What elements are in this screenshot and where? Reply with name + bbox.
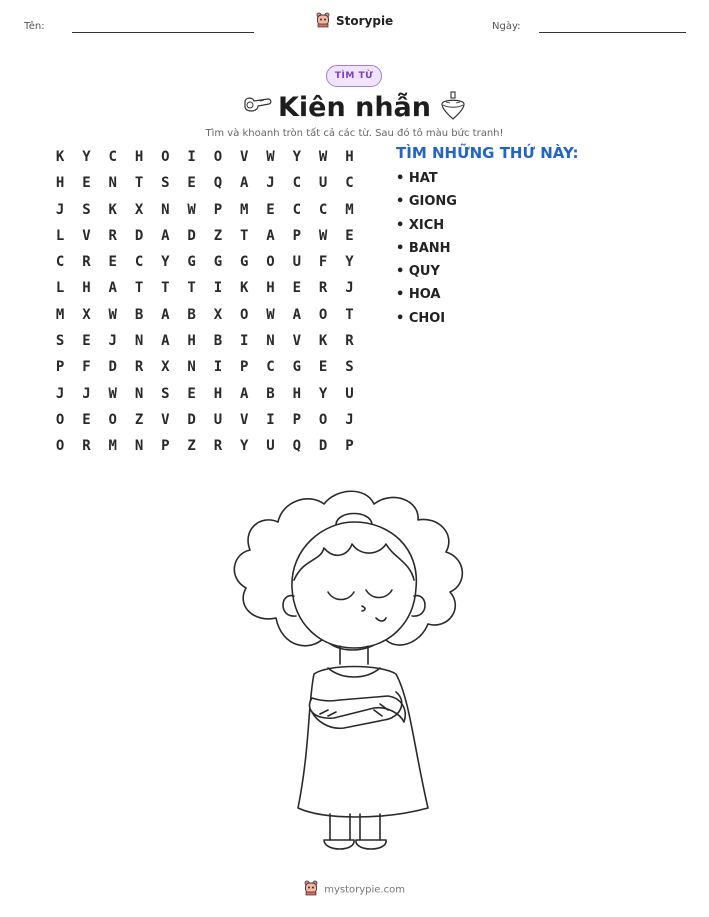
grid-row [47,330,363,356]
grid-letter[interactable]: J [55,385,65,402]
grid-letter[interactable]: N [161,201,170,218]
grid-letter[interactable]: V [240,411,249,428]
grid-letter[interactable]: A [240,385,249,402]
grid-letter[interactable]: K [240,280,249,297]
grid-letter[interactable]: B [213,333,223,350]
grid-letter[interactable]: E [82,333,91,350]
grid-letter[interactable]: N [134,438,144,455]
grid-letter[interactable]: H [266,280,275,297]
grid-letter[interactable]: A [161,227,170,244]
grid-letter[interactable]: Z [213,227,223,244]
grid-letter[interactable]: I [187,149,196,165]
grid-letter[interactable]: K [55,149,65,165]
grid-letter[interactable]: Z [187,438,196,455]
grid-letter[interactable]: X [134,201,144,218]
grid-letter[interactable]: U [266,438,275,455]
grid-letter[interactable]: S [161,175,170,192]
grid-row [47,146,363,172]
grid-letter[interactable]: Y [345,254,354,271]
grid-letter[interactable]: X [213,306,223,323]
grid-letter[interactable]: J [82,385,91,402]
grid-letter[interactable]: K [108,201,117,218]
grid-letter[interactable]: H [134,149,144,165]
grid-row [47,225,363,251]
word-list-item: • BANH [396,240,451,256]
grid-letter[interactable]: T [187,280,196,297]
grid-letter[interactable]: I [213,280,223,297]
name-line [72,32,254,33]
grid-letter[interactable]: R [108,227,117,244]
grid-letter[interactable]: Y [292,149,302,165]
grid-letter[interactable]: P [161,438,170,455]
grid-letter[interactable]: I [266,411,275,428]
grid-letter[interactable]: P [213,201,223,218]
grid-row [47,435,363,461]
grid-letter[interactable]: D [187,227,196,244]
grid-letter[interactable]: J [345,411,354,428]
grid-row [47,251,363,277]
grid-letter[interactable]: F [82,359,91,376]
grid-letter[interactable]: D [318,438,328,455]
grid-letter[interactable]: G [187,254,196,271]
grid-letter[interactable]: V [82,227,91,244]
grid-letter[interactable]: E [108,254,117,271]
grid-letter[interactable]: P [292,227,302,244]
grid-letter[interactable]: H [213,385,223,402]
grid-letter[interactable]: T [134,175,144,192]
grid-letter[interactable]: S [345,359,354,376]
grid-letter[interactable]: N [134,385,144,402]
grid-letter[interactable]: T [345,306,354,323]
grid-letter[interactable]: V [161,411,170,428]
grid-letter[interactable]: O [55,438,65,455]
grid-letter[interactable]: R [134,359,144,376]
grid-letter[interactable]: K [318,333,328,350]
grid-letter[interactable]: O [318,306,328,323]
name-label: Tên: [24,21,45,32]
storypie-logo-icon [316,12,330,31]
grid-letter[interactable]: T [240,227,249,244]
grid-letter[interactable]: Y [318,385,328,402]
grid-letter[interactable]: F [318,254,328,271]
grid-letter[interactable]: P [345,438,354,455]
grid-letter[interactable]: R [318,280,328,297]
grid-letter[interactable]: O [55,411,65,428]
grid-letter[interactable]: I [213,359,223,376]
grid-letter[interactable]: W [266,149,275,165]
grid-letter[interactable]: H [292,385,302,402]
grid-letter[interactable]: J [108,333,117,350]
grid-letter[interactable]: O [213,149,223,165]
grid-letter[interactable]: L [55,280,65,297]
grid-letter[interactable]: W [108,385,117,402]
grid-row [47,383,363,409]
grid-letter[interactable]: E [82,175,91,192]
grid-letter[interactable]: R [345,333,354,350]
date-label: Ngày: [492,21,521,32]
grid-letter[interactable]: E [266,201,275,218]
grid-letter[interactable]: O [240,306,249,323]
grid-letter[interactable]: O [161,149,170,165]
grid-letter[interactable]: U [292,254,302,271]
grid-letter[interactable]: J [345,280,354,297]
grid-letter[interactable]: P [240,359,249,376]
grid-letter[interactable]: C [134,254,144,271]
grid-letter[interactable]: C [345,175,354,192]
activity-badge: TÌM TỪ [326,65,382,87]
grid-letter[interactable]: S [82,201,91,218]
grid-letter[interactable]: Z [134,411,144,428]
grid-letter[interactable]: C [55,254,65,271]
grid-letter[interactable]: L [55,227,65,244]
grid-letter[interactable]: N [108,175,117,192]
grid-letter[interactable]: Y [161,254,170,271]
grid-letter[interactable]: Y [82,149,91,165]
word-list-item: • XICH [396,217,445,233]
grid-letter[interactable]: I [240,333,249,350]
grid-letter[interactable]: Q [213,175,223,192]
grid-letter[interactable]: V [292,333,302,350]
grid-letter[interactable]: S [161,385,170,402]
grid-letter[interactable]: U [318,175,328,192]
grid-letter[interactable]: T [134,280,144,297]
word-list-item: • HOA [396,287,441,303]
grid-letter[interactable]: G [240,254,249,271]
grid-letter[interactable]: H [187,333,196,350]
grid-letter[interactable]: A [292,306,302,323]
grid-letter[interactable]: G [213,254,223,271]
grid-letter[interactable]: E [318,359,328,376]
word-list-item: • QUY [396,264,440,280]
grid-letter[interactable]: D [108,359,117,376]
grid-row [47,356,363,382]
brand-name: Storypie [335,14,394,28]
grid-letter[interactable]: U [213,411,223,428]
footer [0,880,709,899]
grid-letter[interactable]: P [292,411,302,428]
grid-letter[interactable]: B [187,306,196,323]
grid-row [47,277,363,303]
grid-letter[interactable]: X [82,306,91,323]
grid-letter[interactable]: U [345,385,354,402]
grid-letter[interactable]: E [187,385,196,402]
grid-letter[interactable]: N [266,333,275,350]
grid-letter[interactable]: E [292,280,302,297]
grid-letter[interactable]: Y [240,438,249,455]
grid-letter[interactable]: W [266,306,275,323]
grid-letter[interactable]: Q [292,438,302,455]
grid-letter[interactable]: B [266,385,275,402]
grid-letter[interactable]: M [55,306,65,323]
grid-letter[interactable]: W [318,149,328,165]
grid-letter[interactable]: B [134,306,144,323]
grid-letter[interactable]: A [161,306,170,323]
grid-letter[interactable]: O [266,254,275,271]
grid-letter[interactable]: R [82,438,91,455]
word-list-title: TÌM NHỮNG THỨ NÀY: [396,144,579,162]
grid-letter[interactable]: C [266,359,275,376]
grid-letter[interactable]: M [240,201,249,218]
grid-letter[interactable]: G [292,359,302,376]
grid-letter[interactable]: W [108,306,117,323]
grid-letter[interactable]: X [161,359,170,376]
page-title: Kiên nhẫn [278,92,431,123]
grid-row [47,409,363,435]
grid-letter[interactable]: V [240,149,249,165]
grid-letter[interactable]: C [292,201,302,218]
grid-letter[interactable]: H [82,280,91,297]
grid-letter[interactable]: C [292,175,302,192]
word-list-item: • CHOI [396,310,446,326]
grid-letter[interactable]: E [82,411,91,428]
instructions: Tìm và khoanh tròn tất cả các từ. Sau đó tô màu bức tranh! [205,128,504,139]
grid-letter[interactable]: J [266,175,275,192]
grid-letter[interactable]: R [213,438,223,455]
grid-letter[interactable]: S [55,333,65,350]
footer-url: mystorypie.com [324,884,405,896]
word-list [396,171,457,334]
brand [0,12,709,31]
grid-letter[interactable]: J [55,201,65,218]
grid-letter[interactable]: R [82,254,91,271]
word-list-item: • GIONG [396,194,457,210]
storypie-footer-logo-icon [304,880,318,899]
grid-letter[interactable]: D [187,411,196,428]
grid-letter[interactable]: H [345,149,354,165]
grid-letter[interactable]: N [134,333,144,350]
grid-letter[interactable]: A [108,280,117,297]
word-search-grid [47,146,363,462]
grid-letter[interactable]: H [55,175,65,192]
grid-letter[interactable]: M [345,201,354,218]
spinning-top-icon [438,91,468,125]
grid-letter[interactable]: W [318,227,328,244]
grid-row [47,304,363,330]
grid-letter[interactable]: T [161,280,170,297]
grid-letter[interactable]: C [108,149,117,165]
girl-coloring-illustration [224,488,474,864]
grid-letter[interactable]: O [108,411,117,428]
date-line [539,32,686,33]
grid-letter[interactable]: D [134,227,144,244]
grid-letter[interactable]: A [240,175,249,192]
grid-row [47,199,363,225]
grid-letter[interactable]: W [187,201,196,218]
grid-letter[interactable]: P [55,359,65,376]
word-list-item: • HAT [396,171,438,186]
grid-letter[interactable]: C [318,201,328,218]
grid-letter[interactable]: N [187,359,196,376]
grid-letter[interactable]: A [266,227,275,244]
grid-letter[interactable]: E [187,175,196,192]
grid-letter[interactable]: M [108,438,117,455]
grid-letter[interactable]: O [318,411,328,428]
grid-row [47,172,363,198]
grid-letter[interactable]: E [345,227,354,244]
grid-letter[interactable]: A [161,333,170,350]
